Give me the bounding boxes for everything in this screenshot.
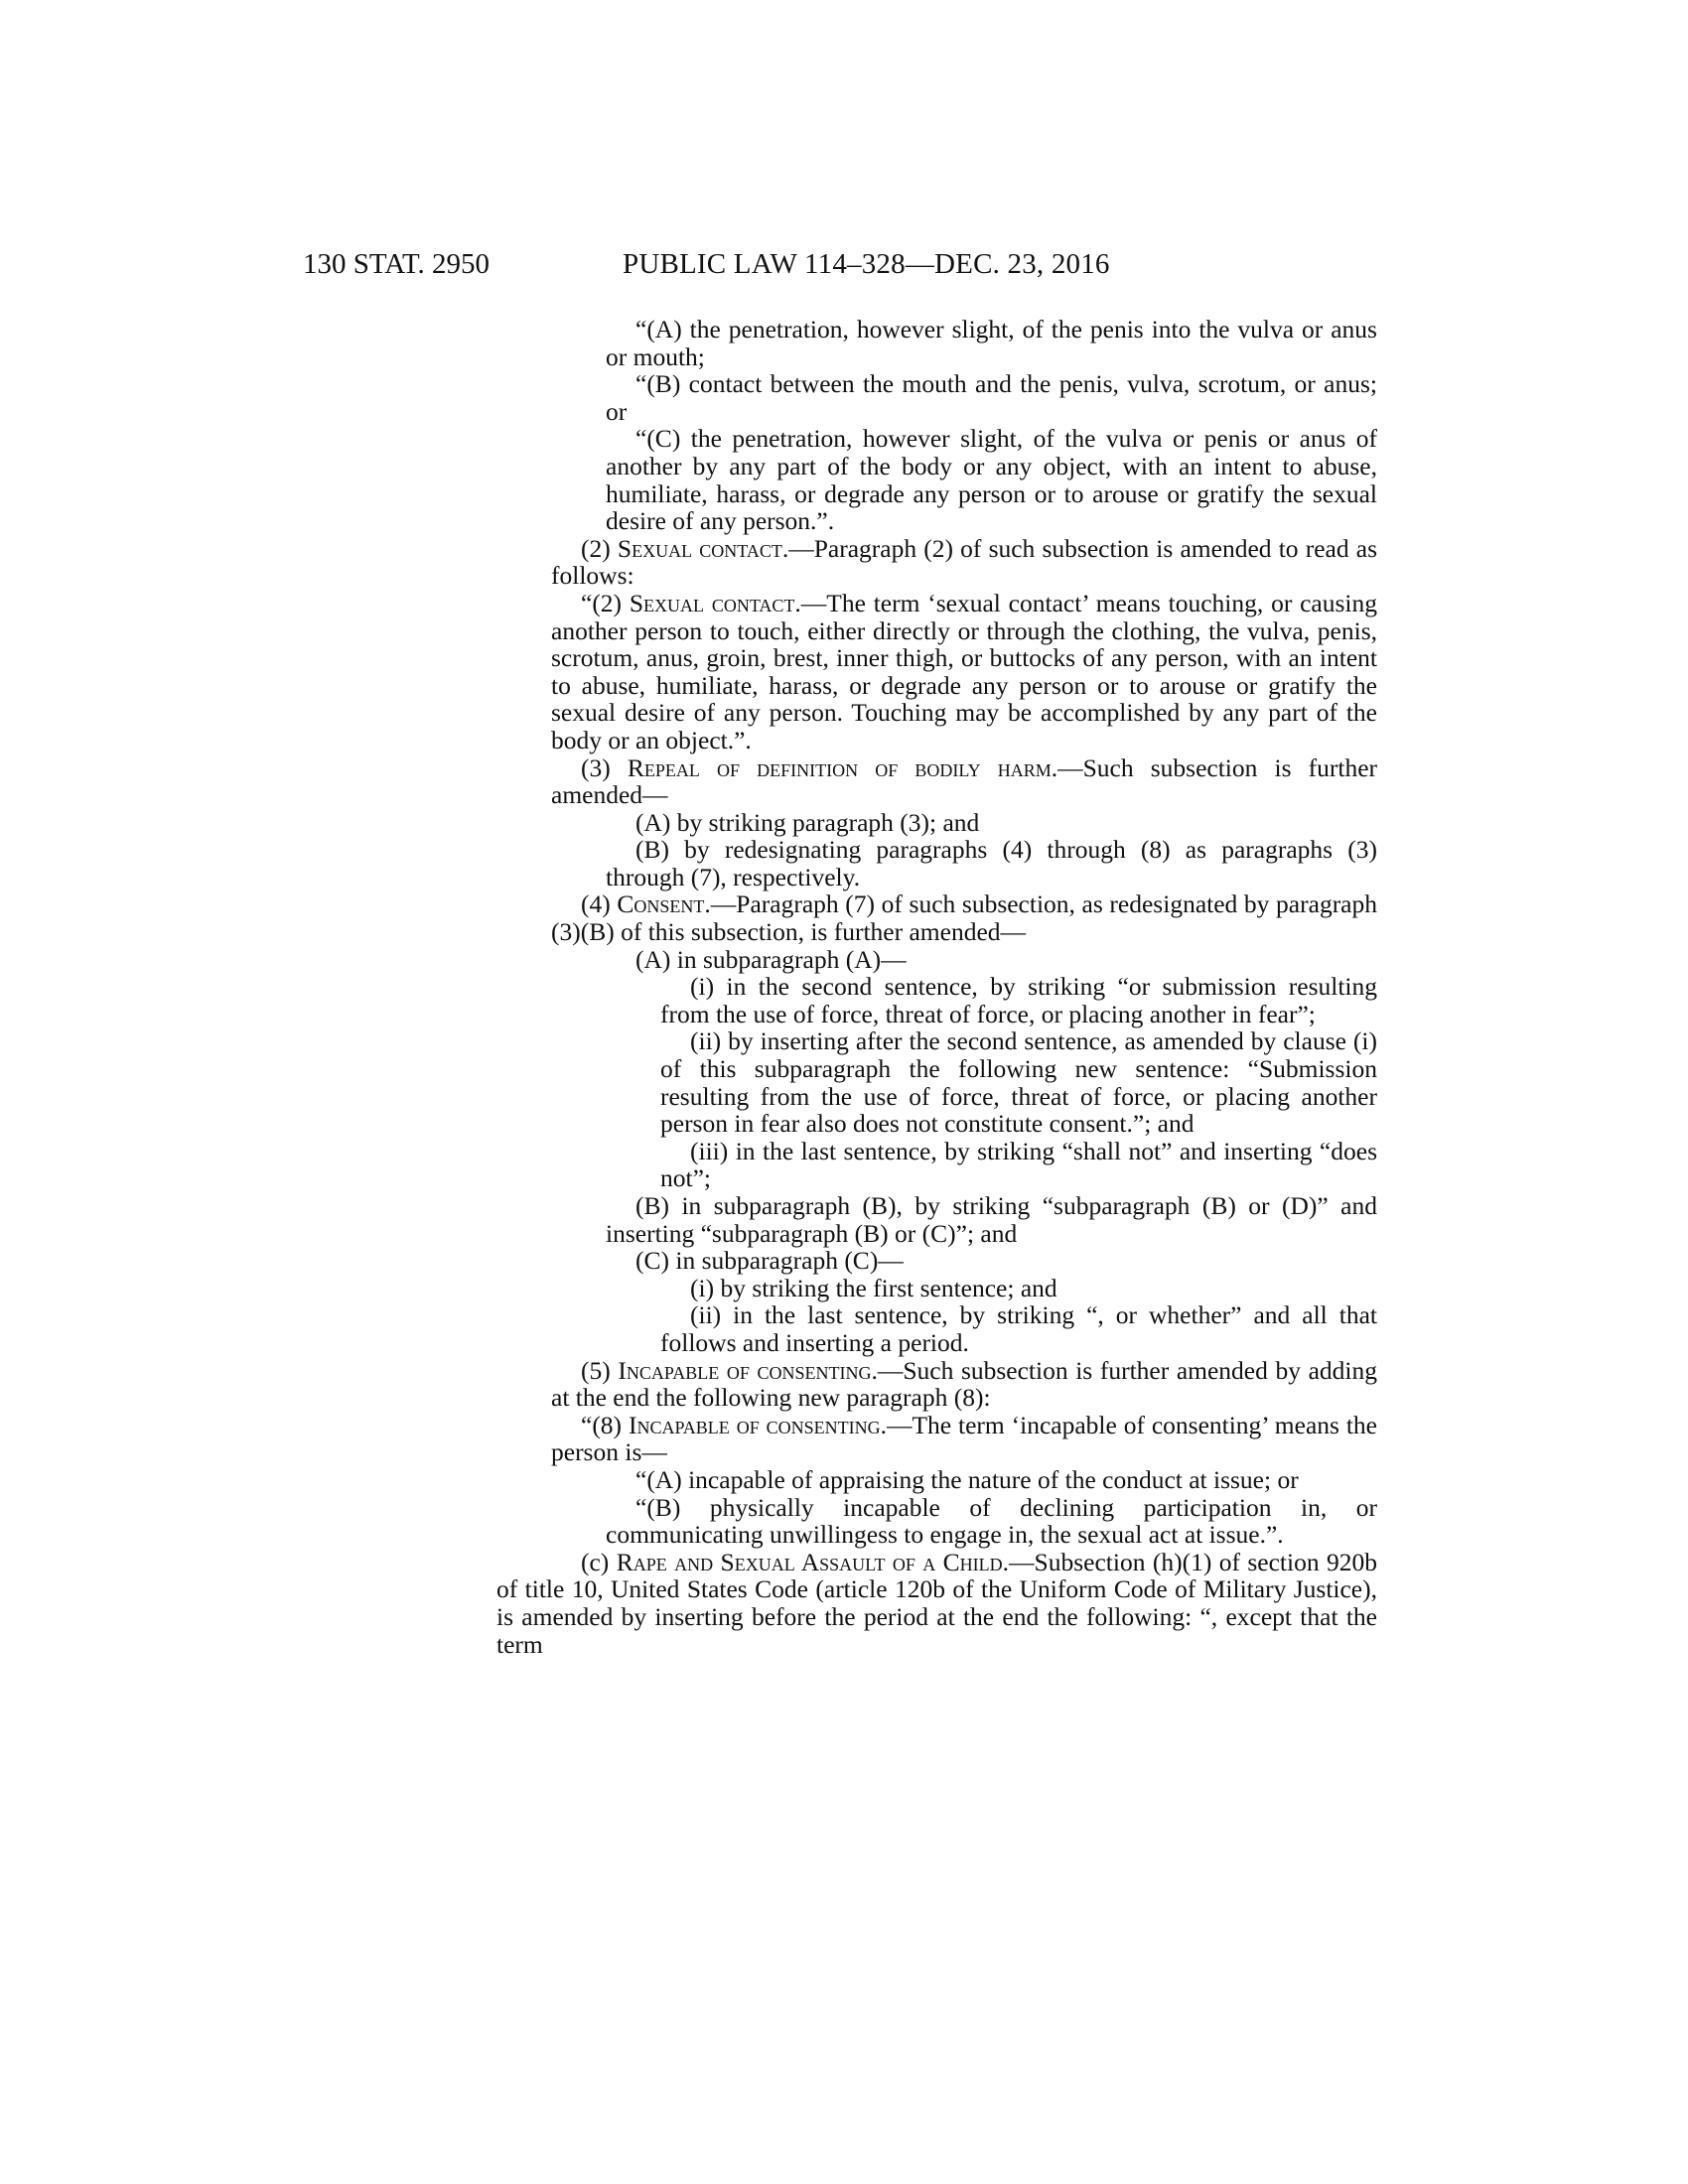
paragraph-text: .—Paragraph (2) of such subsection is amended to read as follows:	[551, 533, 1378, 591]
paragraph-heading: Rape and Sexual Assault of a Child	[616, 1547, 1003, 1576]
paragraph-c: “(C) the penetration, however slight, of the vulva or penis or anus of another by any part of the body or any object, with an intent to abuse, humiliate, harass, or degrade any person or to arouse or gratify the sexual desire of any person.”.	[606, 424, 1377, 536]
paragraph-number: (c)	[581, 1547, 610, 1576]
clause-ii: (ii) by inserting after the second sentence, as amended by clause (i) of this subparagraph the following new sentence: “Submission resulting from the use of force, threat of force, or placing another person in fear also does not constitute consent.”; and	[660, 1026, 1377, 1139]
definition-a: “(A) incapable of appraising the nature of the conduct at issue; or	[635, 1464, 1299, 1494]
clause-ii-strike-whether: (ii) in the last sentence, by striking “, or whether” and all that follows and inserting a period.	[660, 1300, 1377, 1357]
document-body	[496, 315, 1378, 1659]
paragraph-text: .—The term ‘incapable of consenting’ means the person is—	[551, 1410, 1377, 1467]
paragraph-8-definition	[551, 1412, 1377, 1466]
paragraph-a: “(A) the penetration, however slight, of the penis into the vulva or anus or mouth;	[606, 315, 1377, 371]
paragraph-text: .—Paragraph (7) of such subsection, as redesignated by paragraph (3)(B) of this subsection, is further amended—	[551, 889, 1377, 947]
subparagraph-strike-paragraph-3: (A) by striking paragraph (3); and	[635, 807, 980, 837]
paragraph-text: .—Such subsection is further amended by adding at the end the following new paragraph (8):	[551, 1355, 1378, 1413]
page-header	[303, 248, 1395, 288]
paragraph-heading: Incapable of consenting	[618, 1355, 872, 1385]
paragraph-heading: Consent	[617, 889, 705, 919]
paragraph-text: .—Such subsection is further amended—	[551, 752, 1378, 810]
paragraph-number: “(2)	[581, 588, 623, 617]
paragraph-repeal-bodily-harm	[551, 754, 1377, 809]
clause-i: (i) in the second sentence, by striking “or submission resulting from the use of force, threat of force, or placing another in fear”;	[660, 972, 1377, 1028]
paragraph-number: (4)	[581, 889, 611, 919]
subparagraph-redesignate: (B) by redesignating paragraphs (4) through (8) as paragraphs (3) through (7), respectively.	[606, 835, 1377, 891]
paragraph-text: .—Subsection (h)(1) of section 920b of title 10, United States Code (article 120b of the Uniform Code of Military Justice), is amended by inserting before the period at the end the following: “, except that the term	[496, 1547, 1377, 1659]
paragraph-heading: Incapable of consenting	[628, 1410, 881, 1439]
definition-b: “(B) physically incapable of declining participation in, or communicating unwillingess to engage in, the sexual act at issue.”.	[606, 1492, 1377, 1550]
paragraph-number: “(8)	[581, 1410, 623, 1439]
clause-iii: (iii) in the last sentence, by striking “shall not” and inserting “does not”;	[660, 1136, 1377, 1193]
subparagraph-b: (B) in subparagraph (B), by striking “subparagraph (B) or (D)” and inserting “subparagraph (B) or (C)”; and	[606, 1191, 1377, 1248]
paragraph-number: (5)	[581, 1355, 611, 1385]
public-law-title: PUBLIC LAW 114–328—DEC. 23, 2016	[623, 248, 1110, 280]
paragraph-heading: Repeal of definition of bodily harm	[627, 752, 1052, 782]
clause-i-strike-first: (i) by striking the first sentence; and	[690, 1273, 1057, 1302]
paragraph-incapable-of-consenting	[551, 1357, 1377, 1412]
paragraph-heading: Sexual contact	[617, 533, 782, 563]
paragraph-sexual-contact-definition	[551, 590, 1377, 754]
statute-page-number: 130 STAT. 2950	[303, 248, 491, 280]
subsection-c	[496, 1549, 1377, 1658]
paragraph-b: “(B) contact between the mouth and the penis, vulva, scrotum, or anus; or	[606, 369, 1377, 426]
paragraph-text: .—The term ‘sexual contact’ means touching, or causing another person to touch, either directly or through the clothing, the vulva, penis, scrotum, anus, groin, brest, inner thigh, or buttocks of any person, with an intent to abuse, humiliate, harass, or degrade any person or to arouse or gratify the sexual desire of any person. Touching may be accomplished by any part of the body or an object.”.	[551, 588, 1377, 754]
subparagraph-c: (C) in subparagraph (C)—	[635, 1246, 904, 1276]
paragraph-number: (3)	[581, 752, 611, 782]
paragraph-sexual-contact-amendment	[551, 535, 1377, 590]
subparagraph-a: (A) in subparagraph (A)—	[635, 944, 907, 974]
paragraph-number: (2)	[581, 533, 611, 563]
paragraph-consent	[551, 890, 1377, 945]
paragraph-heading: Sexual contact	[629, 588, 795, 617]
